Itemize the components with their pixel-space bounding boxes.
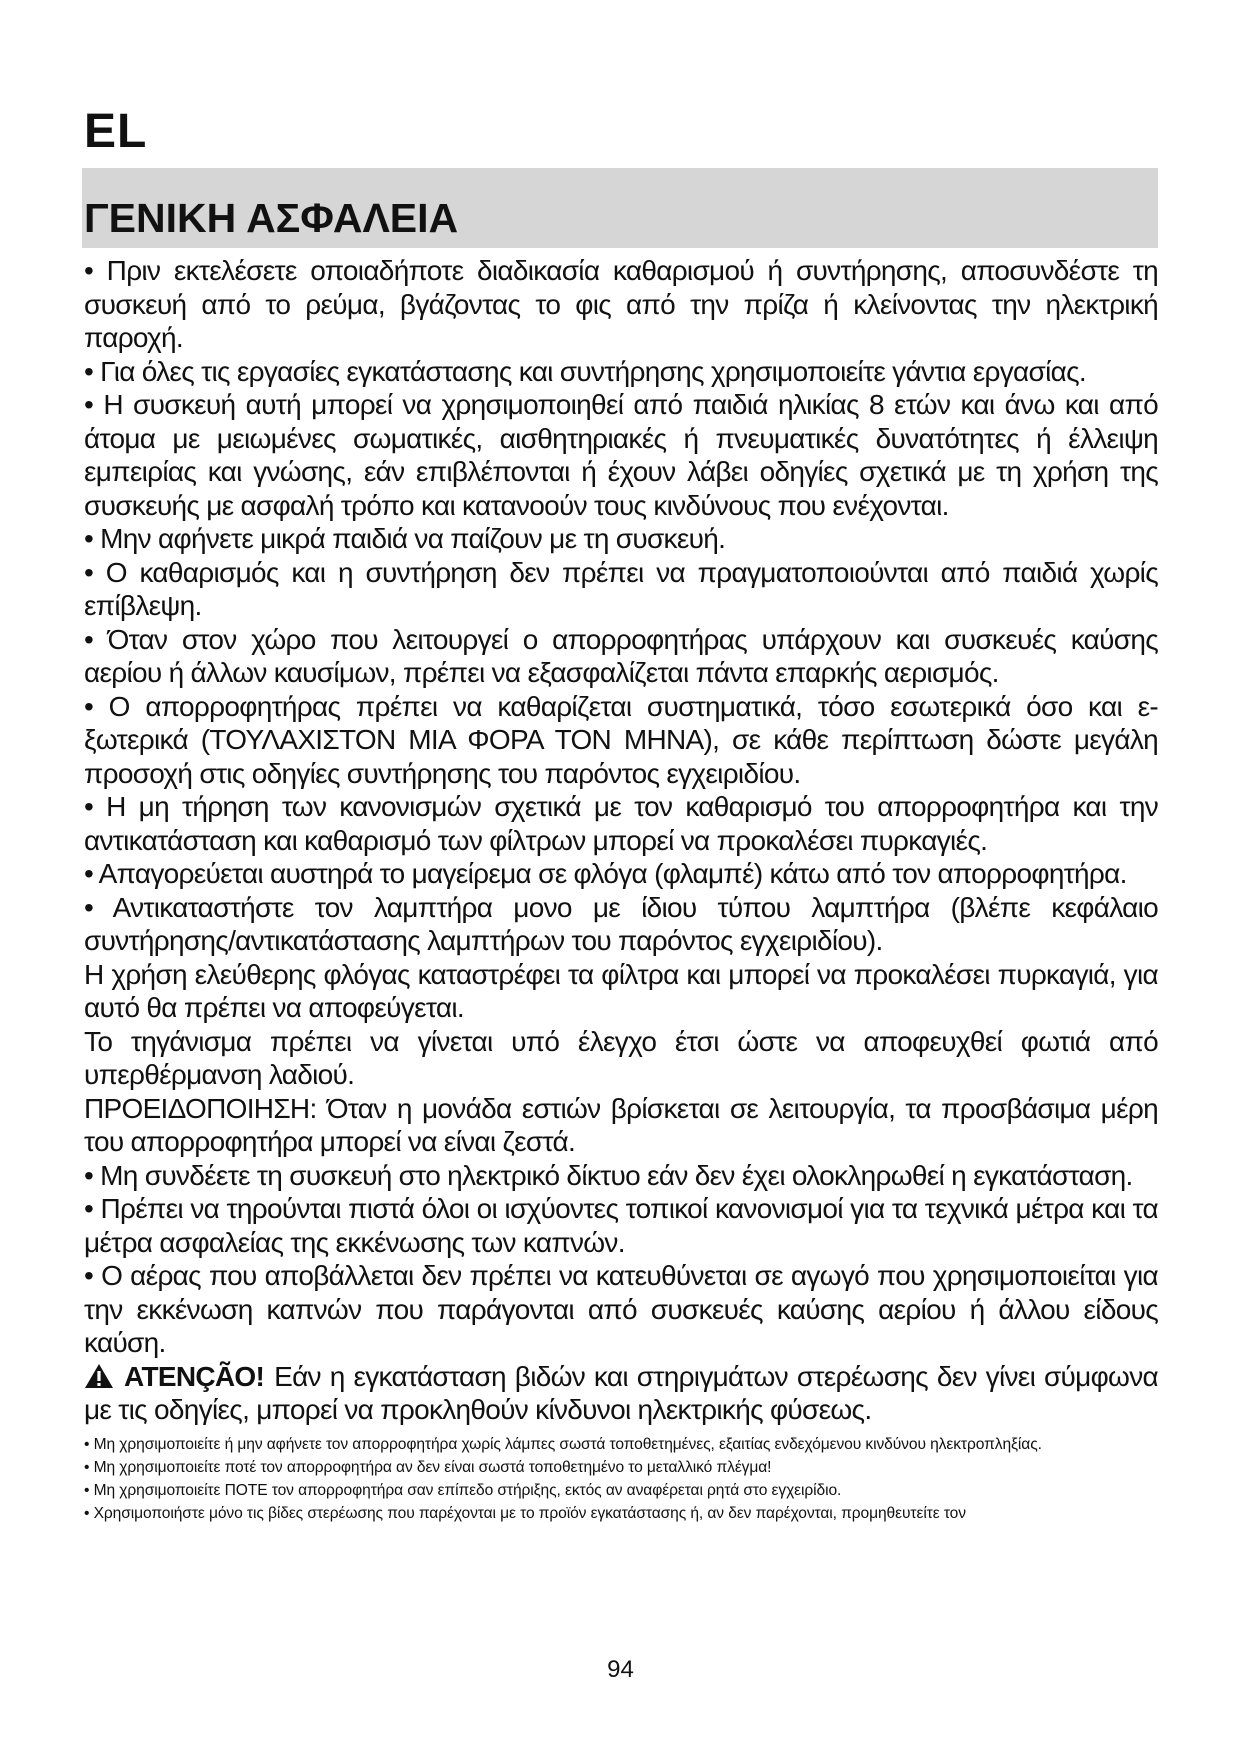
paragraph: • Όταν στον χώρο που λειτουργεί ο απορροφητήρας υπάρχουν και συσκευές καύσης αερίου ή άλλων καυσίμων, πρέπει να εξασφαλίζεται πάντα επαρκής αερισμός.	[84, 623, 1158, 688]
warning-paragraph	[84, 1360, 1158, 1427]
paragraph: • Ο αέρας που αποβάλλεται δεν πρέπει να κατευθύνεται σε αγωγό που χρησιμοποιείται για την εκκένωση καπνών που παράγονται από συσκευές καύσης αερίου ή άλλου είδους καύση.	[84, 1260, 1158, 1358]
paragraph: • Η μη τήρηση των κανονισμών σχετικά με τον καθαρισμό του απορροφητήρα και την αντικατάσταση και καθαρισμό των φίλτρων μπορεί να προκαλέσει πυρκαγιές.	[84, 791, 1158, 856]
small-note: • Μη χρησιμοποιείτε ή μην αφήνετε τον απορροφητήρα χωρίς λάμπες σωστά τοποθετημένες, εξαιτίας ενδεχόμενου κινδύνου ηλεκτροπληξίας.	[84, 1435, 1042, 1453]
paragraph: • Η συσκευή αυτή μπορεί να χρησιμοποιηθεί από παιδιά ηλικίας 8 ετών και άνω και από άτομα με μειωμένες σωματικές, αισθητηριακές ή πνευματικές δυνατότητες ή έλλειψη εμπειρίας και γνώσης, εάν επιβλέπονται ή έχουν λάβει οδηγίες σχετικά με τη χρήση της συσκευής με ασφαλή τρόπο και κατανοούν τους κινδύνους που ενέχονται.	[84, 389, 1158, 521]
small-note: • Μη χρησιμοποιείτε ποτέ τον απορροφητήρα αν δεν είναι σωστά τοποθετημένο το μεταλλικό πλέγμα!	[84, 1458, 772, 1476]
paragraph: • Ο καθαρισμός και η συντήρηση δεν πρέπει να πραγματοποιούνται από παιδιά χωρίς επίβλεψη.	[84, 556, 1158, 621]
language-code: EL	[84, 105, 148, 158]
small-note: • Μη χρησιμοποιείτε ΠΟΤΕ τον απορροφητήρα σαν επίπεδο στήριξης, εκτός αν αναφέρεται ρητά στο εγχειρίδιο.	[84, 1481, 842, 1499]
warning-triangle-icon	[84, 1363, 114, 1389]
paragraph: Η χρήση ελεύθερης φλόγας καταστρέφει τα φίλτρα και μπορεί να προκαλέσει πυρκαγιά, για αυτό θα πρέπει να αποφεύγεται.	[84, 958, 1158, 1023]
safety-text-body	[84, 254, 1158, 1525]
paragraph: • Πρέπει να τηρούνται πιστά όλοι οι ισχύοντες τοπικοί κανονισμοί για τα τεχνικά μέτρα και τα μέτρα ασφαλείας της εκκένωσης των καπνών.	[84, 1193, 1158, 1258]
paragraph: ΠΡΟΕΙΔΟΠΟΙΗΣΗ: Όταν η μονάδα εστιών βρίσκεται σε λειτουργία, τα προσβάσιμα μέρη του απορροφητήρα μπορεί να είναι ζεστά.	[84, 1092, 1158, 1157]
paragraph: Το τηγάνισμα πρέπει να γίνεται υπό έλεγχο έτσι ώστε να αποφευχθεί φωτιά από υπερθέρμανση λαδιού.	[84, 1025, 1158, 1090]
paragraph: • Ο απορροφητήρας πρέπει να καθαρίζεται συστηματικά, τόσο εσωτερικά όσο και ε-ξωτερικά (ΤΟΥΛΑΧΙΣΤΟΝ ΜΙΑ ΦΟΡΑ ΤΟΝ ΜΗΝΑ), σε κάθε περίπτωση δώστε μεγάλη προσοχή στις οδηγίες συντήρησης του παρόντος εγχειριδίου.	[84, 690, 1158, 789]
small-note: • Χρησιμοποιήστε μόνο τις βίδες στερέωσης που παρέχονται με το προϊόν εγκατάστασης ή, αν δεν παρέχονται, προμηθευτείτε τον	[84, 1504, 966, 1522]
warning-text: Εάν η εγκατάσταση βιδών και στηριγμάτων στερέωσης δεν γίνει σύμφωνα με τις οδηγίες, μπορεί να προκληθούν κίνδυνοι ηλεκτρικής φύσεως.	[84, 1360, 1158, 1425]
paragraph: • Απαγορεύεται αυστηρά το μαγείρεμα σε φλόγα (φλαμπέ) κάτω από τον απορροφητήρα.	[84, 858, 1127, 889]
paragraph: • Αντικαταστήστε τον λαμπτήρα μονο με ίδιου τύπου λαμπτήρα (βλέπε κεφάλαιο συντήρησης/αντικατάστασης λαμπτήρων του παρόντος εγχειριδίου).	[84, 891, 1158, 956]
paragraph: • Μη συνδέετε τη συσκευή στο ηλεκτρικό δίκτυο εάν δεν έχει ολοκληρωθεί η εγκατάσταση.	[84, 1159, 1133, 1191]
paragraph: • Μην αφήνετε μικρά παιδιά να παίζουν με τη συσκευή.	[84, 523, 726, 554]
paragraph: • Για όλες τις εργασίες εγκατάστασης και συντήρησης χρησιμοποιείτε γάντια εργασίας.	[84, 355, 1086, 387]
warning-label: ATENÇÃO!	[124, 1360, 265, 1392]
paragraph: • Πριν εκτελέσετε οποιαδήποτε διαδικασία καθαρισμού ή συντήρησης, αποσυνδέστε τη συσκευή από το ρεύμα, βγάζοντας το φις από την πρίζα ή κλείνοντας την ηλεκτρική παροχή.	[84, 255, 1158, 353]
section-title: ΓΕΝΙΚΗ ΑΣΦΑΛΕΙΑ	[84, 195, 459, 241]
page-number: 94	[607, 1656, 634, 1683]
